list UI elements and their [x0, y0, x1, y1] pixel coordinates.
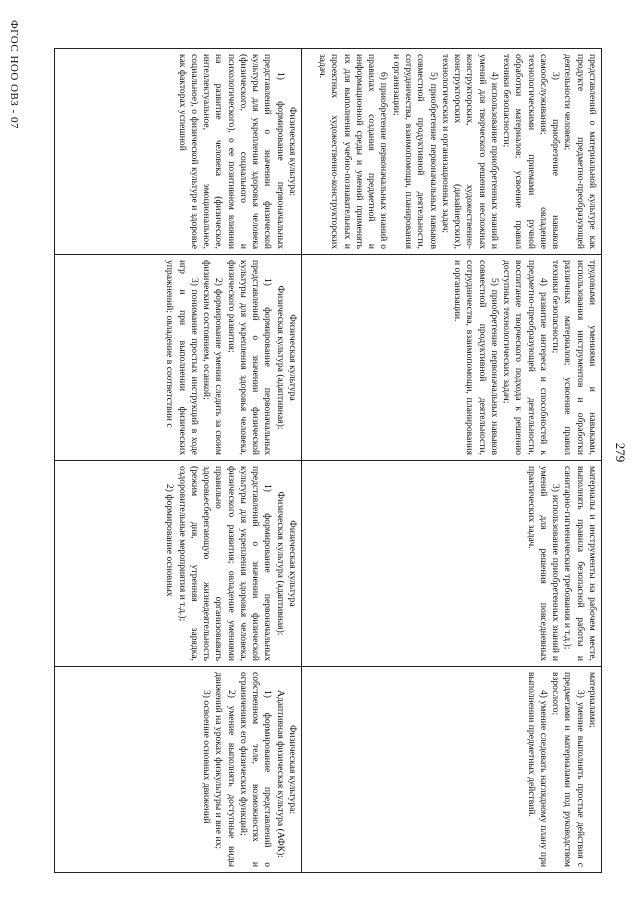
table-row	[302, 49, 602, 873]
cell-paragraph: 4) использование приобретенных знаний и умений для творческого решения несложных конструкторских, художественно-конструкторских (дизайнерских), технологических и организационных задач;	[439, 54, 500, 249]
table-cell	[55, 255, 302, 461]
cell-paragraph: 1) формирование представлений о собственном теле, возможностях и ограничениях его физических функций;	[237, 672, 274, 867]
cell-paragraph: 5) приобретение первоначальных навыков совместной продуктивной деятельности, сотрудничества, взаимопомощи, планирования и организации;	[390, 54, 439, 249]
table-cell	[302, 461, 602, 667]
section-heading: Физическая культура:	[287, 724, 298, 815]
cell-paragraph: 3) освоение основных движений	[201, 690, 213, 824]
cell-paragraph: 1) формирование первоначальных представлений о значении физической культуры для укрепления здоровья человека, физического развития;	[225, 260, 274, 455]
cell-paragraph: 3) умение выполнять простые действия с предметами и материалами под руководством взрослого;	[550, 672, 586, 867]
section-heading: Физическая культура:	[287, 106, 298, 197]
cell-paragraph: 1) формирование первоначальных представлений о значении физической культуры для укрепления здоровья человека, физического развития; овладение умениями правильно организовывать здоровьесберегающую жизнедеятельность (режим дня, утренняя зарядка, оздоровительные мероприятия и т.д.);	[176, 466, 274, 661]
cell-paragraph: 2) формирование основных	[164, 484, 176, 597]
section-subheading: Физическая культура (адаптивная):	[274, 285, 286, 430]
table-cell	[302, 49, 602, 255]
section-heading: Физическая культура	[287, 520, 298, 607]
section-heading: Физическая культура	[287, 314, 298, 401]
table-row	[55, 49, 302, 873]
cell-paragraph: 3) использование приобретенных знаний и умений для решения повседневных практических задач.	[525, 466, 562, 661]
cell-paragraph: трудовыми умениями и навыками, использования инструментов и обработки различных материалов; усвоение правил техники безопасности;	[550, 260, 598, 455]
cell-paragraph: 5) приобретение первоначальных навыков совместной продуктивной деятельности, сотрудничества, взаимопомощи, планирования и организации.	[452, 260, 500, 455]
cell-paragraph: 3) приобретение навыков самообслуживания; овладение технологическими приемами ручной обработки материалов; усвоение правил техники безопасности;	[501, 54, 562, 249]
table-cell	[302, 667, 602, 873]
document-code: ФГОС НОО ОВЗ - 07	[8, 20, 20, 129]
cell-paragraph: 1) формирование первоначальных представлений о значении физической культуры для укрепления здоровья человека (физического, социального и психологического), о ее позитивном влиянии на развитие человека (физическое, интеллектуальное, эмоциональное, социальное), о физической культуре и здоровье как факторах успешной	[176, 54, 286, 249]
cell-paragraph: 4) умение следовать наглядному плану при выполнении предметных действий.	[525, 672, 549, 867]
page-number: 279	[613, 442, 628, 463]
table-cell	[302, 255, 602, 461]
cell-paragraph: 4) развитие интереса и способностей к предметно-преобразующей деятельности, воспитание творческого подхода к решению доступных технологических задач;	[501, 260, 549, 455]
cell-paragraph: материалы и инструменты на рабочем месте, выполнять правила безопасной работы и санитарно-гигиенические требования и т.д.);	[562, 466, 598, 661]
cell-paragraph: материалами;	[587, 672, 598, 728]
section-subheading: Физическая культура (адаптивная):	[274, 491, 286, 636]
cell-paragraph: 3) понимание простых инструкций в ходе игр и при выполнении физических упражнений; овладение в соответствии с	[164, 260, 200, 455]
cell-paragraph: представлений о материальной культуре как продукте предметно-преобразующей деятельности человека;	[562, 54, 598, 249]
table-cell	[55, 49, 302, 255]
cell-paragraph: 2) формирование умения следить за своим физическим состоянием, осанкой;	[201, 260, 225, 455]
table-cell	[55, 461, 302, 667]
table-cell	[55, 667, 302, 873]
cell-paragraph: 2) умение выполнять доступные виды движений на уроках физкультуры и вне их;	[213, 672, 237, 867]
standards-table	[54, 48, 602, 873]
cell-paragraph: 6) приобретение первоначальных знаний о правилах создания предметной и информационной среды и умений применять их для выполнения учебно-познавательных и проектных художественно-конструкторских задач.	[317, 54, 390, 249]
section-subheading: Адаптивная физическая культура (АФК):	[274, 690, 286, 858]
